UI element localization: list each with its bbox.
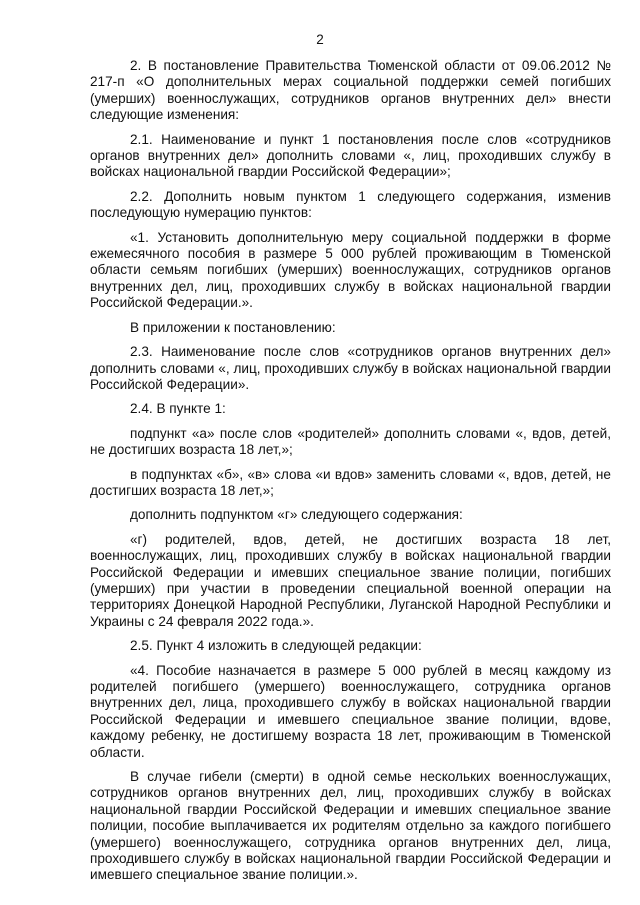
paragraph-subpoints-b-v: в подпунктах «б», «в» слова «и вдов» заменить словами «, вдов, детей, не достигших возраста 18 лет,»; [90, 466, 611, 498]
paragraph-subpoint-a: подпункт «а» после слов «родителей» дополнить словами «, вдов, детей, не достигших возраста 18 лет,»; [90, 425, 611, 458]
paragraph-new-point-1: «1. Установить дополнительную меру социальной поддержки в форме ежемесячного пособия в размере 5 000 рублей проживающим в Тюменской области семьям погибших (умерших) военнослужащих, сотрудников органов внутренних дел, лиц, проходивших службу в войсках национальной гвардии Российской Федерации.». [90, 229, 611, 311]
paragraph-add-subpoint-g: дополнить подпунктом «г» следующего содержания: [130, 507, 463, 523]
paragraph-subpoint-g: «г) родителей, вдов, детей, не достигших возраста 18 лет, военнослужащих, лиц, проходивших службу в войсках национальной гвардии Российской Федерации и имевших специальное звание полиции, погибших (умерших) при участии в проведении специальной военной операции на территориях Донецкой Народной Республики, Луганской Народной Республики и Украины с 24 февраля 2022 года.». [90, 531, 611, 629]
paragraph-2-4: 2.4. В пункте 1: [130, 401, 226, 417]
paragraph-2-2: 2.2. Дополнить новым пунктом 1 следующего содержания, изменив последующую нумерацию пунктов: [90, 188, 611, 221]
paragraph-2-3: 2.3. Наименование после слов «сотрудников органов внутренних дел» дополнить словами «, лиц, проходивших службу в войсках национальной гвардии Российской Федерации». [90, 344, 611, 392]
paragraph-point-4: «4. Пособие назначается в размере 5 000 рублей в месяц каждому из родителей погибшего (умершего) военнослужащего, сотрудника органов внутренних дел, лица, проходившего службу в войсках национальной гвардии Российской Федерации и имевшего специальное звание полиции, вдове, каждому ребенку, не достигшему возраста 18 лет, проживающим в Тюменской области. [90, 662, 611, 760]
document-body [90, 58, 611, 892]
paragraph-2-1: 2.1. Наименование и пункт 1 постановления после слов «сотрудников органов внутренних дел» дополнить словами «, лиц, проходивших службу в войсках национальной гвардии Российской Федерации»; [90, 131, 611, 180]
paragraph-2: 2. В постановление Правительства Тюменской области от 09.06.2012 № 217-п «О дополнительных мерах социальной поддержки семей погибших (умерших) военнослужащих, сотрудников органов внутренних дел» внести следующие изменения: [90, 58, 611, 123]
paragraph-2-5: 2.5. Пункт 4 изложить в следующей редакции: [130, 638, 422, 654]
paragraph-appendix-intro: В приложении к постановлению: [130, 319, 336, 335]
page-number: 2 [316, 32, 324, 47]
paragraph-point-4-continued: В случае гибели (смерти) в одной семье нескольких военнослужащих, сотрудников органов внутренних дел, лиц, проходивших службу в войсках национальной гвардии Российской Федерации и имевших специальное звание полиции, пособие выплачивается их родителям отдельно за каждого погибшего (умершего) военнослужащего, сотрудника органов внутренних дел, лица, проходившего службу в войсках национальной гвардии Российской Федерации и имевшего специальное звание полиции.». [90, 769, 611, 883]
